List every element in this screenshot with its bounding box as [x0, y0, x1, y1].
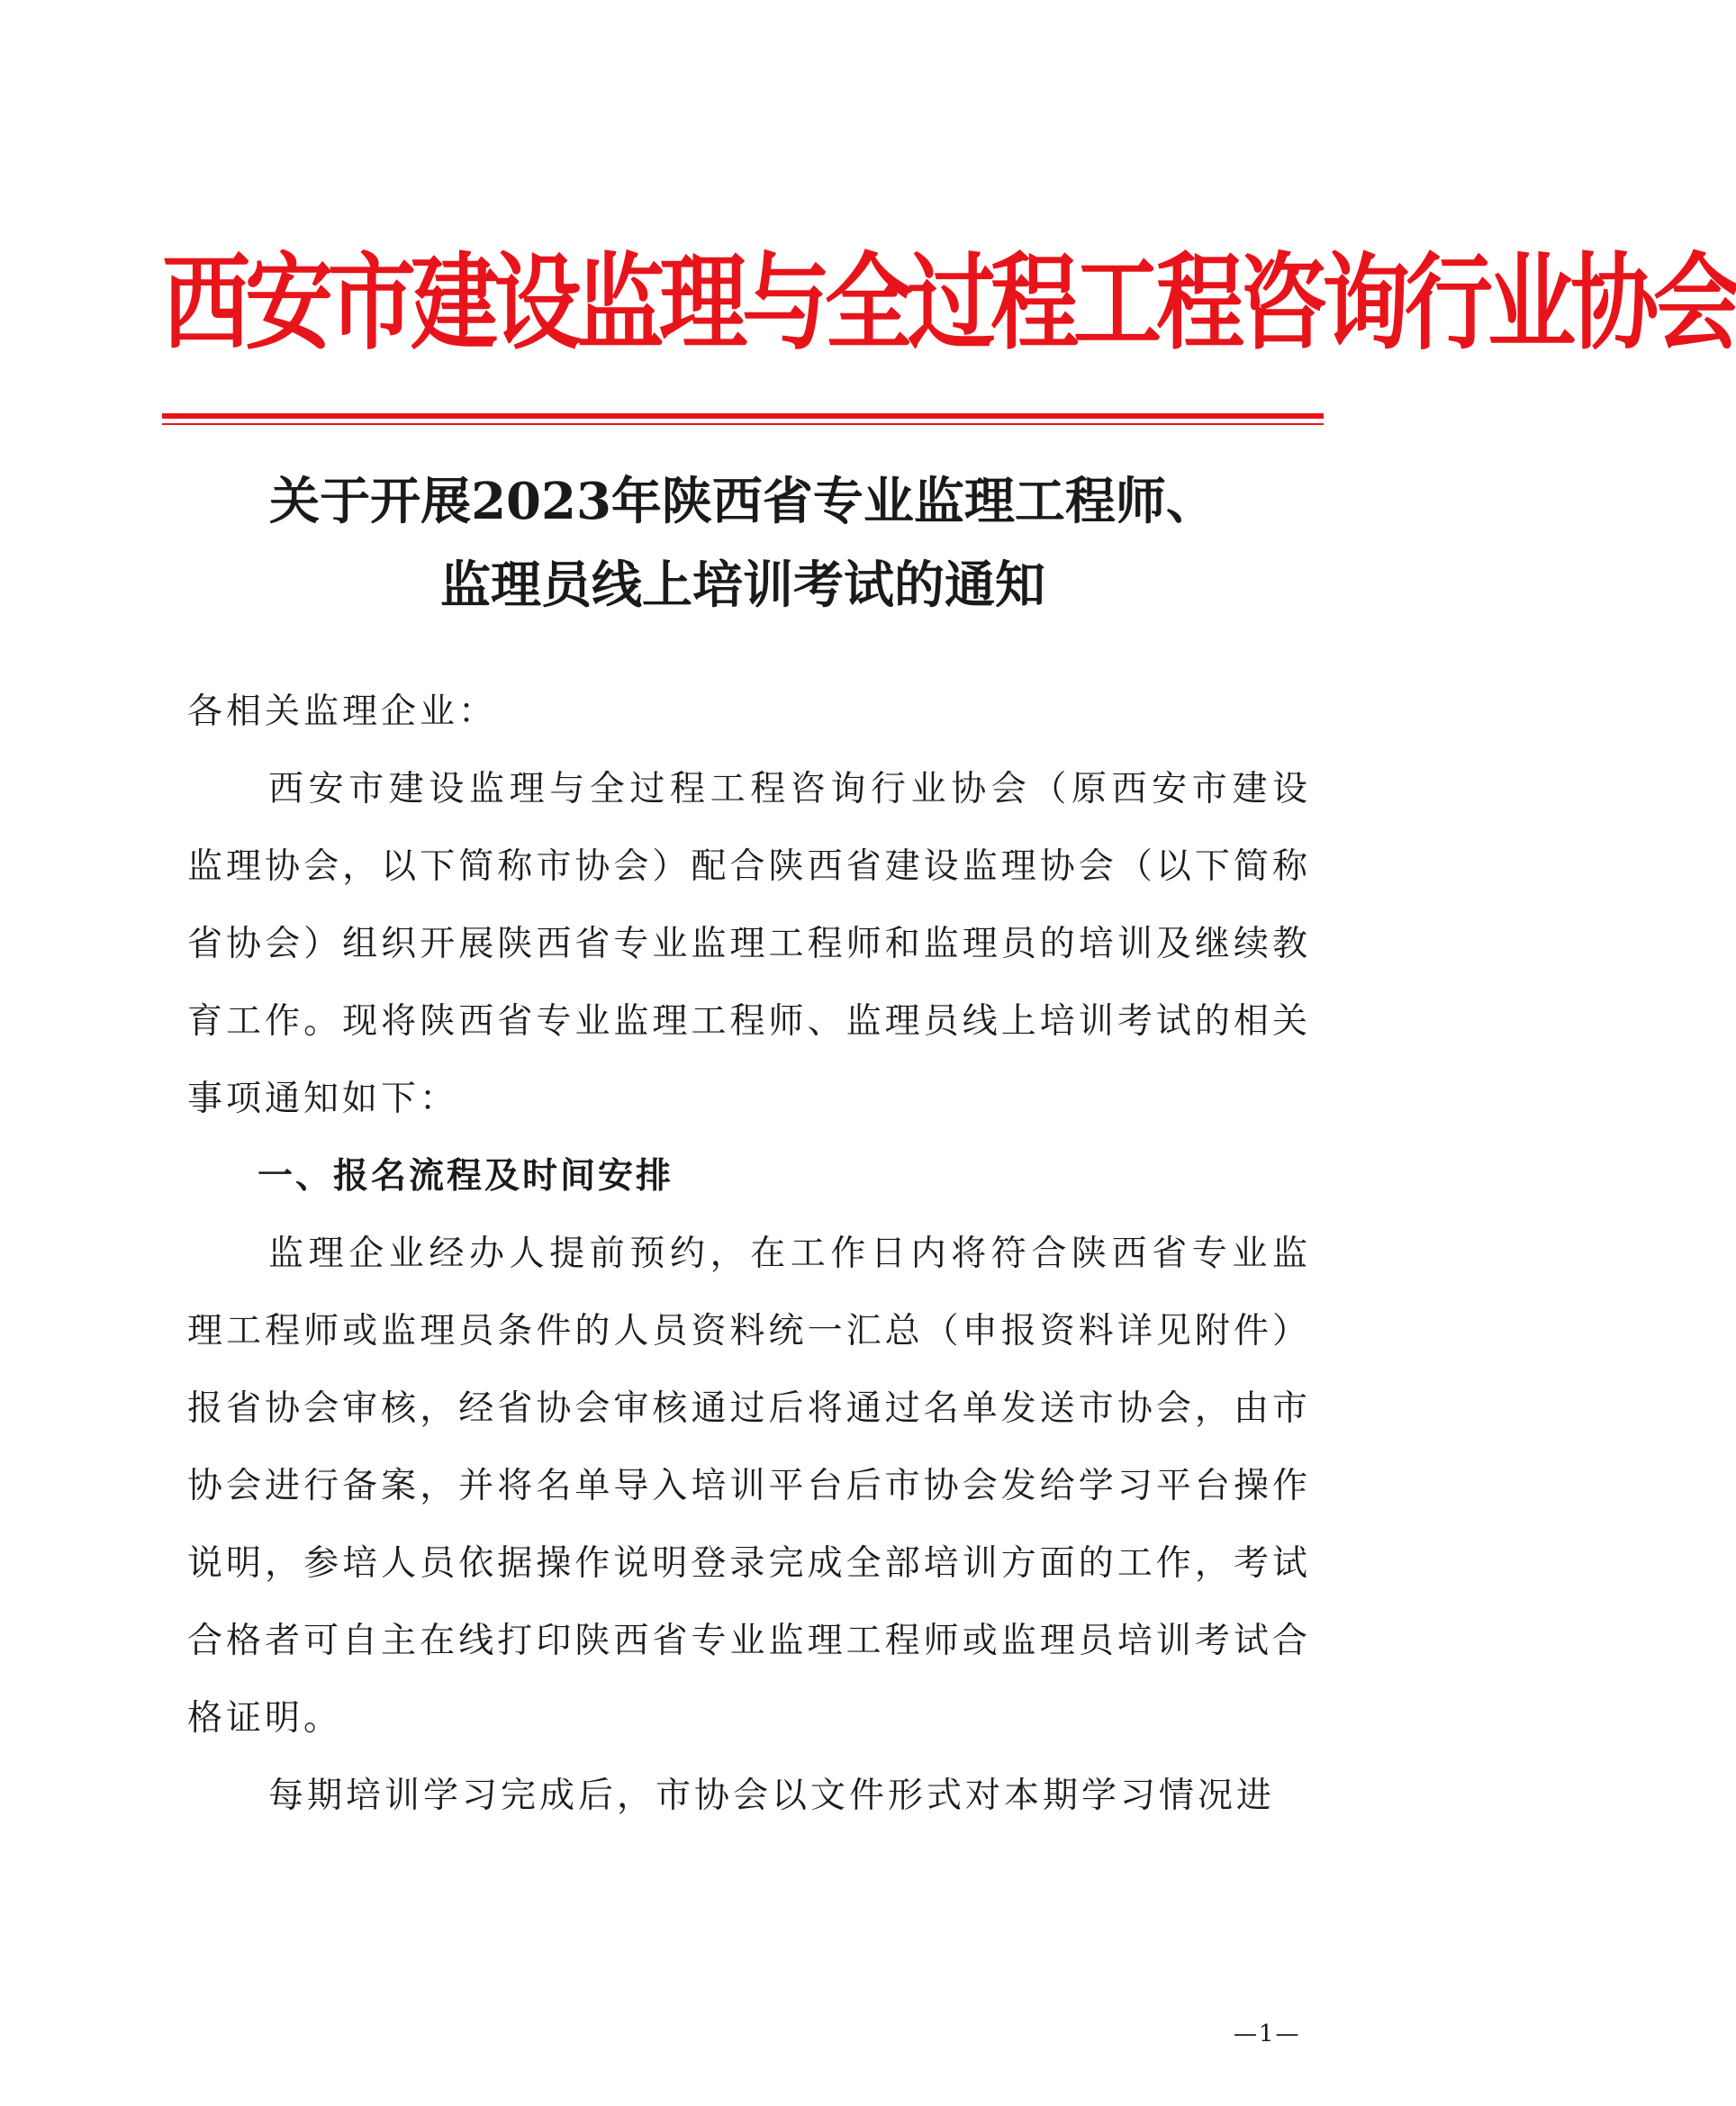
salutation: 各相关监理企业： — [187, 691, 498, 732]
intro-paragraph: 西安市建设监理与全过程工程咨询行业协会（原西安市建设监理协会，以下简称市协会）配合陕西省建设监理协会（以下简称省协会）组织开展陕西省专业监理工程师和监理员的培训及继续教育工作。现将陕西省专业监理工程师、监理员线上培训考试的相关事项通知如下： — [187, 769, 1311, 1119]
document-body — [187, 673, 1311, 1835]
page-number: —1— — [1234, 2020, 1301, 2047]
section-1-paragraph-2: 每期培训学习完成后，市协会以文件形式对本期学习情况进 — [268, 1776, 1276, 1816]
letterhead-red-rule-thick — [162, 413, 1324, 419]
section-1-paragraph-1: 监理企业经办人提前预约，在工作日内将符合陕西省专业监理工程师或监理员条件的人员资料统一汇总（申报资料详见附件）报省协会审核，经省协会审核通过后将通过名单发送市协会，由市协会进行备案，并将名单导入培训平台后市协会发给学习平台操作说明，参培人员依据操作说明登录完成全部培训方面的工作，考试合格者可自主在线打印陕西省专业监理工程师或监理员培训考试合格证明。 — [187, 1234, 1311, 1739]
document-title-line-1: 关于开展2023年陕西省专业监理工程师、 — [269, 472, 1216, 531]
section-1-heading: 一、报名流程及时间安排 — [258, 1156, 674, 1197]
letterhead-org-name: 西安市建设监理与全过程工程咨询行业协会 — [162, 243, 1736, 365]
letterhead-red-rule-thin — [162, 423, 1324, 425]
document-title-line-2: 监理员线上培训考试的通知 — [440, 556, 1045, 615]
